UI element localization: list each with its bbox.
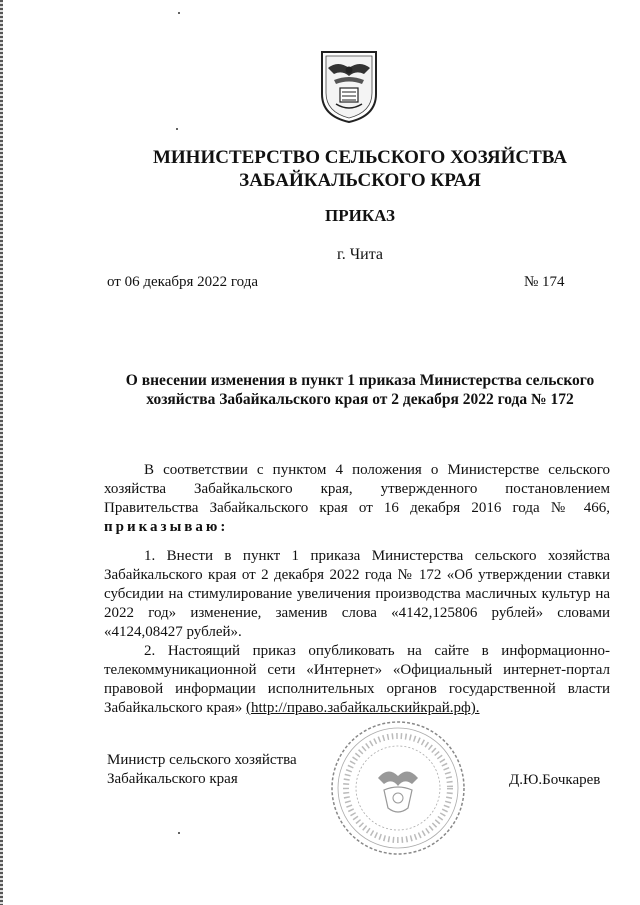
scan-speck	[178, 832, 180, 834]
ministry-line1: МИНИСТЕРСТВО СЕЛЬСКОГО ХОЗЯЙСТВА	[152, 147, 568, 168]
document-type: ПРИКАЗ	[325, 206, 395, 225]
scan-edge	[0, 0, 3, 905]
preamble-text: В соответствии с пунктом 4 положения о Министерстве сельского хозяйства Забайкальского края, утвержденного постановлением Правительства Забайкальского края от 16 декабря 2016 года № 466,	[104, 462, 610, 516]
city: г. Чита	[336, 246, 383, 263]
subject-line1: О внесении изменения в пункт 1 приказа Министерства сельского	[125, 372, 595, 389]
position-line2: Забайкальского края	[107, 771, 238, 787]
signatory-position	[107, 751, 297, 789]
scan-speck	[178, 12, 180, 14]
coat-of-arms-icon	[318, 46, 380, 124]
order-word: приказываю:	[104, 519, 229, 535]
order-item-2-text: 2. Настоящий приказ опубликовать на сайте в информационно-телекоммуникационной сети «Интернет» «Официальный интернет-портал правовой информации исполнительных органов государственной власти Забайкальского края»	[104, 643, 610, 716]
official-seal-icon	[328, 718, 468, 858]
order-date: от 06 декабря 2022 года	[107, 274, 259, 290]
order-item-2	[104, 642, 610, 718]
portal-link[interactable]: (http://право.забайкальскийкрай.рф).	[245, 700, 480, 716]
scan-speck	[176, 128, 178, 130]
ministry-line2: ЗАБАЙКАЛЬСКОГО КРАЯ	[239, 170, 481, 191]
ministry-name	[100, 146, 620, 192]
order-subject	[120, 371, 600, 409]
position-line1: Министр сельского хозяйства	[107, 752, 297, 768]
order-number: № 174	[524, 274, 565, 290]
signatory-name: Д.Ю.Бочкарев	[509, 772, 601, 788]
order-item-1: 1. Внести в пункт 1 приказа Министерства сельского хозяйства Забайкальского края от 2 декабря 2022 года № 172 «Об утверждении ставки субсидии на стимулирование увеличения производства масличных культур на 2022 год» изменение, заменив слова «4142,125806 рублей» словами «4124,08427 рублей».	[104, 548, 610, 640]
order-items	[104, 547, 610, 718]
subject-line2: хозяйства Забайкальского края от 2 декабря 2022 года № 172	[146, 391, 574, 408]
preamble	[104, 461, 610, 537]
